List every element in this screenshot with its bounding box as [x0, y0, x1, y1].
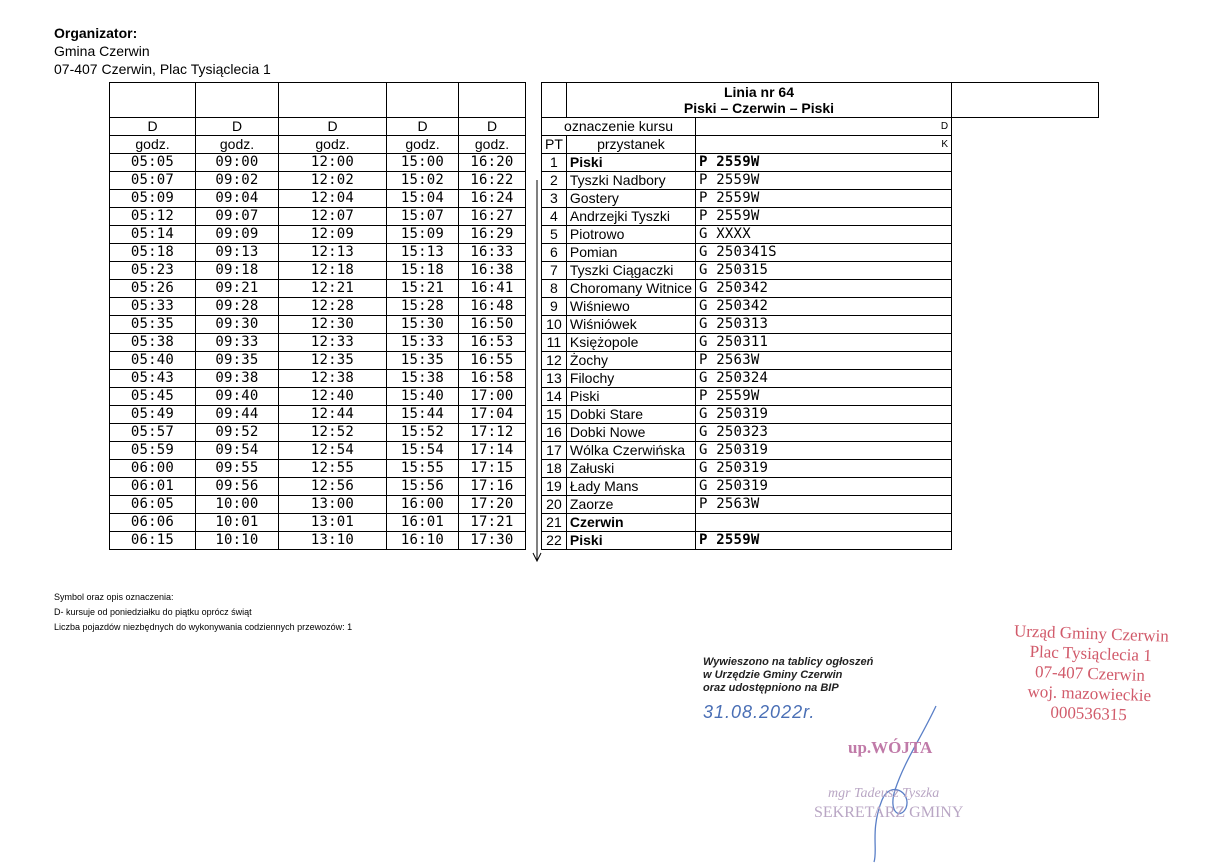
stop-name: Zaorze — [566, 496, 695, 514]
departure-time: 09:04 — [196, 190, 279, 208]
departure-time: 12:04 — [279, 190, 387, 208]
departure-time: 17:12 — [459, 424, 526, 442]
departure-time: 09:52 — [196, 424, 279, 442]
departure-time: 12:09 — [279, 226, 387, 244]
stop-name: Załuski — [566, 460, 695, 478]
line-route: Piski – Czerwin – Piski — [683, 100, 835, 116]
stop-number: 15 — [542, 406, 567, 424]
road-code: P 2559W — [696, 190, 952, 208]
departure-time: 05:40 — [110, 352, 196, 370]
stop-name: Dobki Stare — [566, 406, 695, 424]
posting-stamp-line1: Wywieszono na tablicy ogłoszeń — [703, 656, 874, 668]
notes-line1: Symbol oraz opis oznaczenia: — [54, 592, 174, 602]
departure-time: 09:13 — [196, 244, 279, 262]
course-code: D — [110, 118, 196, 136]
posting-stamp-line2: w Urzędzie Gminy Czerwin — [703, 669, 843, 681]
stop-number: 13 — [542, 370, 567, 388]
stop-name: Choromany Witnice — [566, 280, 695, 298]
stop-number: 3 — [542, 190, 567, 208]
road-code: P 2559W — [696, 172, 952, 190]
organizer-label: Organizator: — [54, 25, 138, 41]
departure-time: 12:18 — [279, 262, 387, 280]
office-stamp-line1: Urząd Gminy Czerwin — [1013, 621, 1170, 646]
office-stamp-line5: 000536315 — [1050, 702, 1128, 725]
road-code: P 2559W — [696, 532, 952, 550]
departure-time: 05:43 — [110, 370, 196, 388]
posting-stamp-line3: oraz udostępniono na BIP — [703, 682, 839, 694]
departure-time: 05:18 — [110, 244, 196, 262]
stop-name: Pomian — [566, 244, 695, 262]
departure-time: 17:21 — [459, 514, 526, 532]
road-code: P 2563W — [696, 496, 952, 514]
stop-number: 14 — [542, 388, 567, 406]
posting-stamp — [703, 656, 873, 695]
departure-time: 16:41 — [459, 280, 526, 298]
departure-time: 09:54 — [196, 442, 279, 460]
departure-time: 17:15 — [459, 460, 526, 478]
road-code: P 2563W — [696, 352, 952, 370]
road-code: G 250319 — [696, 460, 952, 478]
departure-time: 10:00 — [196, 496, 279, 514]
stop-number: 10 — [542, 316, 567, 334]
cut-off-course-code: D — [696, 118, 952, 136]
departure-time: 06:00 — [110, 460, 196, 478]
departure-time: 12:30 — [279, 316, 387, 334]
office-stamp-line2: Plac Tysiąclecia 1 — [1029, 641, 1153, 666]
hour-header: godz. — [110, 136, 196, 154]
stop-name: Filochy — [566, 370, 695, 388]
departure-time: 12:54 — [279, 442, 387, 460]
stop-name: Czerwin — [566, 514, 695, 532]
departure-time: 12:55 — [279, 460, 387, 478]
course-code: D — [387, 118, 459, 136]
departure-time: 10:10 — [196, 532, 279, 550]
road-code: G 250324 — [696, 370, 952, 388]
pt-header: PT — [542, 136, 567, 154]
departure-time: 05:45 — [110, 388, 196, 406]
stop-number: 5 — [542, 226, 567, 244]
departure-time: 16:33 — [459, 244, 526, 262]
posting-date: 31.08.2022r. — [703, 702, 816, 722]
departure-time: 16:10 — [387, 532, 459, 550]
stop-name: Tyszki Ciągaczki — [566, 262, 695, 280]
departure-time: 09:09 — [196, 226, 279, 244]
departure-time: 12:28 — [279, 298, 387, 316]
departure-time: 12:40 — [279, 388, 387, 406]
stop-name: Wiśniówek — [566, 316, 695, 334]
stop-number: 4 — [542, 208, 567, 226]
departure-time: 15:56 — [387, 478, 459, 496]
departure-time: 16:22 — [459, 172, 526, 190]
stop-name: Dobki Nowe — [566, 424, 695, 442]
departure-time: 17:16 — [459, 478, 526, 496]
stop-number: 19 — [542, 478, 567, 496]
departure-time: 05:59 — [110, 442, 196, 460]
departure-time: 09:44 — [196, 406, 279, 424]
departure-time: 16:53 — [459, 334, 526, 352]
departure-time: 16:50 — [459, 316, 526, 334]
departure-time: 15:30 — [387, 316, 459, 334]
stop-number: 9 — [542, 298, 567, 316]
stop-name: Piski — [566, 154, 695, 172]
organizer-name: Gmina Czerwin — [54, 43, 150, 59]
departure-time: 16:48 — [459, 298, 526, 316]
departure-time: 09:07 — [196, 208, 279, 226]
office-stamp-line4: woj. mazowieckie — [1027, 681, 1152, 706]
organizer-address: 07-407 Czerwin, Plac Tysiąclecia 1 — [54, 61, 271, 77]
stop-name: Księżopole — [566, 334, 695, 352]
departure-time: 09:55 — [196, 460, 279, 478]
course-code: D — [196, 118, 279, 136]
stop-number: 21 — [542, 514, 567, 532]
line-title: Linia nr 64 — [723, 84, 794, 100]
course-label: oznaczenie kursu — [542, 118, 696, 136]
departure-time: 15:35 — [387, 352, 459, 370]
departure-time: 13:00 — [279, 496, 387, 514]
departure-time: 15:55 — [387, 460, 459, 478]
signature-scribble — [874, 706, 936, 862]
departure-time: 16:27 — [459, 208, 526, 226]
hour-header: godz. — [387, 136, 459, 154]
departure-time: 15:18 — [387, 262, 459, 280]
stop-number: 2 — [542, 172, 567, 190]
departure-time: 12:56 — [279, 478, 387, 496]
road-code: G XXXX — [696, 226, 952, 244]
road-code: G 250319 — [696, 406, 952, 424]
departure-time: 10:01 — [196, 514, 279, 532]
road-code: G 250319 — [696, 478, 952, 496]
stop-number: 11 — [542, 334, 567, 352]
departure-time: 16:24 — [459, 190, 526, 208]
departure-time: 09:30 — [196, 316, 279, 334]
departure-time: 15:54 — [387, 442, 459, 460]
hour-header: godz. — [196, 136, 279, 154]
course-code: D — [459, 118, 526, 136]
road-code: G 250315 — [696, 262, 952, 280]
road-code: G 250319 — [696, 442, 952, 460]
departure-time: 15:33 — [387, 334, 459, 352]
stop-number: 16 — [542, 424, 567, 442]
departure-time: 06:01 — [110, 478, 196, 496]
departure-time: 12:33 — [279, 334, 387, 352]
office-stamp — [988, 621, 1191, 728]
stop-number: 20 — [542, 496, 567, 514]
office-stamp-line3: 07-407 Czerwin — [1034, 662, 1146, 685]
departure-time: 12:21 — [279, 280, 387, 298]
departure-time: 15:04 — [387, 190, 459, 208]
stop-number: 22 — [542, 532, 567, 550]
stop-name: Żochy — [566, 352, 695, 370]
departure-time: 12:02 — [279, 172, 387, 190]
departure-time: 17:00 — [459, 388, 526, 406]
stop-number: 6 — [542, 244, 567, 262]
departure-time: 12:44 — [279, 406, 387, 424]
departure-time: 05:26 — [110, 280, 196, 298]
departure-time: 17:20 — [459, 496, 526, 514]
departure-time: 13:10 — [279, 532, 387, 550]
stop-name: Łady Mans — [566, 478, 695, 496]
departure-time: 16:01 — [387, 514, 459, 532]
departure-time: 15:02 — [387, 172, 459, 190]
departure-time: 15:13 — [387, 244, 459, 262]
road-code: G 250342 — [696, 298, 952, 316]
road-code: G 250311 — [696, 334, 952, 352]
departure-time: 15:09 — [387, 226, 459, 244]
departure-time: 12:07 — [279, 208, 387, 226]
departure-time: 13:01 — [279, 514, 387, 532]
road-code: G 250342 — [696, 280, 952, 298]
stop-number: 7 — [542, 262, 567, 280]
departure-time: 05:09 — [110, 190, 196, 208]
departure-time: 16:38 — [459, 262, 526, 280]
road-code: G 250323 — [696, 424, 952, 442]
stop-name: Piski — [566, 388, 695, 406]
departure-time: 15:28 — [387, 298, 459, 316]
stop-name: Piski — [566, 532, 695, 550]
departure-time: 09:21 — [196, 280, 279, 298]
departure-time: 09:02 — [196, 172, 279, 190]
stop-name: Gostery — [566, 190, 695, 208]
stop-name: Piotrowo — [566, 226, 695, 244]
departure-time: 17:04 — [459, 406, 526, 424]
departure-time: 16:58 — [459, 370, 526, 388]
departure-time: 12:52 — [279, 424, 387, 442]
departure-time: 15:52 — [387, 424, 459, 442]
departure-time: 15:07 — [387, 208, 459, 226]
road-code: G 250313 — [696, 316, 952, 334]
departure-time: 16:29 — [459, 226, 526, 244]
departure-time: 05:07 — [110, 172, 196, 190]
stop-number: 1 — [542, 154, 567, 172]
stop-name: Andrzejki Tyszki — [566, 208, 695, 226]
departure-time: 12:13 — [279, 244, 387, 262]
departure-time: 12:00 — [279, 154, 387, 172]
departure-time: 09:40 — [196, 388, 279, 406]
road-code: P 2559W — [696, 154, 952, 172]
signature-stamp-name: mgr Tadeusz Tyszka — [828, 786, 940, 801]
departure-time: 15:40 — [387, 388, 459, 406]
departure-time: 15:44 — [387, 406, 459, 424]
departure-time: 09:35 — [196, 352, 279, 370]
departure-time: 09:56 — [196, 478, 279, 496]
signature-stamp-role: SEKRETARZ GMINY — [814, 804, 964, 821]
stop-name: Wólka Czerwińska — [566, 442, 695, 460]
departure-time: 15:00 — [387, 154, 459, 172]
departure-time: 09:33 — [196, 334, 279, 352]
departure-time: 05:49 — [110, 406, 196, 424]
course-code: D — [279, 118, 387, 136]
departure-time: 05:05 — [110, 154, 196, 172]
departure-time: 05:23 — [110, 262, 196, 280]
notes-line3: Liczba pojazdów niezbędnych do wykonywania codziennych przewozów: 1 — [54, 622, 353, 632]
departure-time: 05:35 — [110, 316, 196, 334]
departure-time: 05:57 — [110, 424, 196, 442]
hour-header: godz. — [279, 136, 387, 154]
notes — [54, 590, 352, 635]
departure-time: 09:00 — [196, 154, 279, 172]
stop-number: 12 — [542, 352, 567, 370]
departure-time: 15:21 — [387, 280, 459, 298]
departure-time: 09:28 — [196, 298, 279, 316]
stop-name: Wiśniewo — [566, 298, 695, 316]
departure-time: 05:38 — [110, 334, 196, 352]
departure-time: 15:38 — [387, 370, 459, 388]
hour-header: godz. — [459, 136, 526, 154]
notes-line2: D- kursuje od poniedziałku do piątku oprócz świąt — [54, 607, 252, 617]
departure-time: 06:15 — [110, 532, 196, 550]
departure-time: 06:05 — [110, 496, 196, 514]
departure-time: 09:38 — [196, 370, 279, 388]
stop-number: 8 — [542, 280, 567, 298]
road-code: P 2559W — [696, 388, 952, 406]
departure-time: 12:35 — [279, 352, 387, 370]
road-code: G 250341S — [696, 244, 952, 262]
departure-time: 16:00 — [387, 496, 459, 514]
departure-time: 05:33 — [110, 298, 196, 316]
stop-header: przystanek — [566, 136, 695, 154]
departure-time: 09:18 — [196, 262, 279, 280]
departure-time: 17:30 — [459, 532, 526, 550]
signature-stamp-title: up.WÓJTA — [848, 738, 933, 757]
departure-time: 16:55 — [459, 352, 526, 370]
cut-off-header: K — [696, 136, 952, 154]
stop-number: 17 — [542, 442, 567, 460]
departure-time: 05:14 — [110, 226, 196, 244]
stop-name: Tyszki Nadbory — [566, 172, 695, 190]
departure-time: 06:06 — [110, 514, 196, 532]
departure-time: 16:20 — [459, 154, 526, 172]
stop-number: 18 — [542, 460, 567, 478]
departure-time: 05:12 — [110, 208, 196, 226]
road-code: P 2559W — [696, 208, 952, 226]
departure-time: 17:14 — [459, 442, 526, 460]
departure-time: 12:38 — [279, 370, 387, 388]
